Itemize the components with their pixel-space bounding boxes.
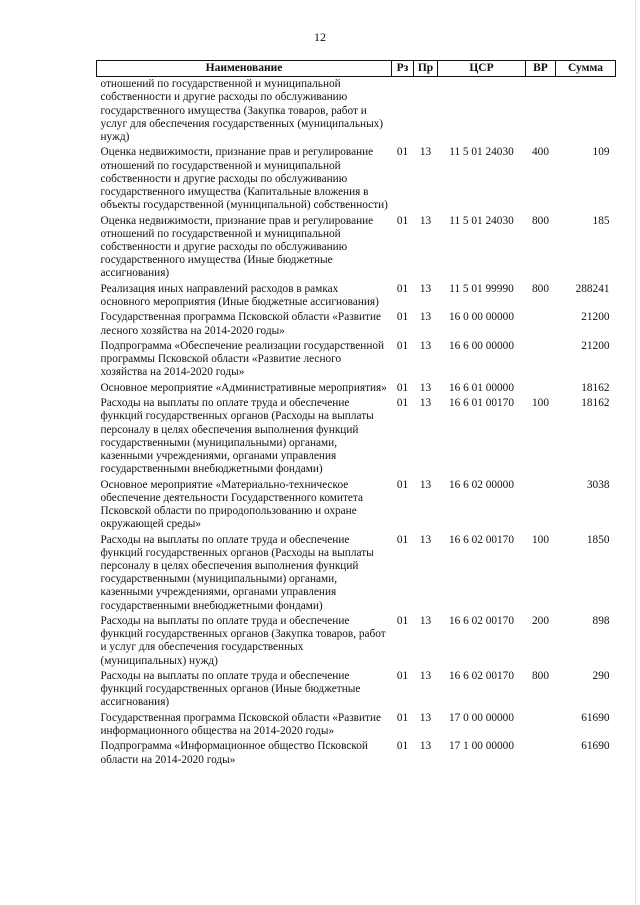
cell-pr: 13	[419, 381, 432, 394]
cell-csr: 16 6 02 00000	[449, 478, 514, 491]
cell-sum: 18162	[581, 381, 610, 394]
cell-name: Подпрограмма «Информационное общество Псковской области на 2014-2020 годы»	[100, 740, 368, 766]
table-row	[97, 670, 616, 712]
cell-pr: 13	[419, 311, 432, 324]
cell-vr	[526, 740, 556, 769]
header-rz: Рз	[392, 61, 414, 77]
cell-name: Подпрограмма «Обеспечение реализации государственной программы Псковской области «Развитие лесного хозяйства на 2014-2020 годы»	[100, 340, 385, 379]
cell-sum: 61690	[581, 740, 610, 753]
cell-csr: 16 6 00 00000	[449, 340, 514, 352]
table-row	[97, 340, 616, 382]
table-header	[97, 61, 616, 77]
cell-csr: 16 6 02 00170	[449, 533, 514, 546]
header-pr: Пр	[414, 61, 438, 77]
cell-rz	[392, 77, 414, 147]
cell-vr	[526, 712, 556, 741]
cell-sum: 21200	[581, 311, 610, 324]
cell-pr: 13	[419, 740, 432, 753]
cell-pr: 13	[419, 146, 432, 159]
cell-name: отношений по государственной и муниципальной собственности и другие расходы по обслуживанию государственного имущества (Закупка товаров, работ и услуг для обеспечения государственных (муниципальных) нужд)	[100, 78, 384, 144]
cell-vr: 400	[532, 146, 549, 159]
cell-name: Оценка недвижимости, признание прав и регулирование отношений по государственной и муниципальной собственности и другие расходы по обслуживанию государственного имущества (Капитальные вложения в объекты государственной (муниципальной) собственности)	[100, 146, 388, 212]
cell-rz: 01	[396, 533, 409, 546]
cell-rz: 01	[396, 711, 409, 724]
cell-rz: 01	[396, 615, 409, 627]
cell-sum: 18162	[581, 397, 610, 410]
cell-csr: 17 0 00 00000	[449, 711, 514, 724]
cell-rz: 01	[396, 214, 409, 227]
cell-rz: 01	[396, 478, 409, 491]
cell-name: Государственная программа Псковской области «Развитие лесного хозяйства на 2014-2020 годы»	[100, 311, 382, 337]
cell-vr: 100	[532, 397, 549, 410]
cell-name: Расходы на выплаты по оплате труда и обеспечение функций государственных органов (Расходы на выплаты персоналу в целях обеспечения выполнения функций государственными (муниципальными) органами, казенными учреждениями, органами управления государственными внебюджетными фондами)	[100, 397, 374, 476]
cell-rz: 01	[396, 146, 409, 159]
table-row	[97, 534, 616, 615]
cell-name: Основное мероприятие «Материально-техническое обеспечение деятельности Государственного комитета Псковской области по природопользованию и охране окружающей среды»	[100, 478, 364, 531]
table-row	[97, 77, 616, 147]
cell-pr	[414, 77, 438, 147]
table-row	[97, 397, 616, 478]
cell-sum: 185	[592, 214, 610, 227]
cell-pr: 13	[419, 533, 432, 546]
cell-csr: 11 5 01 24030	[449, 214, 514, 227]
header-sum: Сумма	[556, 61, 616, 77]
cell-sum: 290	[592, 670, 610, 682]
cell-name: Расходы на выплаты по оплате труда и обеспечение функций государственных органов (Расходы на выплаты персоналу в целях обеспечения выполнения функций государственными (муниципальными) органами, казенными учреждениями, органами управления государственными внебюджетными фондами)	[100, 533, 374, 612]
cell-vr: 800	[532, 282, 549, 295]
cell-sum	[556, 77, 616, 147]
cell-sum: 1850	[586, 533, 610, 546]
table-row	[97, 479, 616, 534]
cell-rz: 01	[396, 340, 409, 352]
cell-vr: 800	[532, 214, 549, 227]
cell-rz: 01	[396, 311, 409, 324]
cell-rz: 01	[396, 381, 409, 394]
cell-vr: 800	[532, 670, 549, 682]
table-row	[97, 712, 616, 741]
table-row	[97, 146, 616, 214]
header-csr: ЦСР	[438, 61, 526, 77]
table-row	[97, 283, 616, 312]
cell-csr: 16 6 01 00170	[449, 397, 514, 410]
table-row	[97, 311, 616, 340]
table-row	[97, 740, 616, 769]
cell-sum: 109	[592, 146, 610, 159]
header-vr: ВР	[526, 61, 556, 77]
cell-pr: 13	[419, 282, 432, 295]
cell-csr: 16 0 00 00000	[449, 311, 514, 324]
table-body	[97, 77, 616, 769]
cell-name: Расходы на выплаты по оплате труда и обеспечение функций государственных органов (Закупка товаров, работ и услуг для обеспечения государственных (муниципальных) нужд)	[100, 615, 386, 667]
cell-rz: 01	[396, 740, 409, 753]
cell-vr: 100	[532, 533, 549, 546]
cell-pr: 13	[419, 340, 432, 352]
cell-vr: 200	[532, 615, 549, 627]
cell-sum: 898	[592, 615, 610, 627]
cell-vr	[526, 311, 556, 340]
cell-name: Реализация иных направлений расходов в рамках основного мероприятия (Иные бюджетные ассигнования)	[100, 282, 379, 309]
cell-sum: 21200	[581, 340, 610, 352]
cell-pr: 13	[419, 214, 432, 227]
table-row	[97, 215, 616, 283]
cell-vr	[526, 340, 556, 382]
cell-pr: 13	[419, 711, 432, 724]
cell-name: Государственная программа Псковской области «Развитие информационного общества на 2014-2020 годы»	[100, 711, 382, 737]
cell-rz: 01	[396, 670, 409, 682]
table-row	[97, 382, 616, 397]
cell-pr: 13	[419, 478, 432, 491]
page-number: 12	[314, 30, 326, 44]
cell-sum: 288241	[575, 282, 610, 295]
cell-vr	[526, 382, 556, 397]
header-row	[97, 61, 616, 77]
cell-csr: 16 6 02 00170	[449, 670, 514, 682]
cell-sum: 3038	[586, 478, 610, 491]
cell-pr: 13	[419, 670, 432, 682]
cell-pr: 13	[419, 397, 432, 410]
header-name: Наименование	[97, 61, 392, 77]
cell-vr	[526, 479, 556, 534]
table-row	[97, 615, 616, 670]
cell-rz: 01	[396, 397, 409, 410]
cell-sum: 61690	[581, 711, 610, 724]
cell-csr: 11 5 01 99990	[449, 282, 514, 295]
cell-csr: 17 1 00 00000	[449, 740, 514, 753]
scan-edge-line	[635, 0, 636, 905]
cell-rz: 01	[396, 282, 409, 295]
cell-name: Оценка недвижимости, признание прав и регулирование отношений по государственной и муниципальной собственности и другие расходы по обслуживанию государственного имущества (Иные бюджетные ассигнования)	[100, 214, 374, 280]
cell-csr: 16 6 02 00170	[449, 615, 514, 627]
cell-csr: 11 5 01 24030	[449, 146, 514, 159]
cell-vr	[526, 77, 556, 147]
cell-name: Основное мероприятие «Административные мероприятия»	[100, 381, 387, 394]
budget-table	[96, 60, 616, 769]
cell-pr: 13	[419, 615, 432, 627]
cell-csr: 16 6 01 00000	[449, 381, 514, 394]
cell-csr	[438, 77, 526, 147]
cell-name: Расходы на выплаты по оплате труда и обеспечение функций государственных органов (Иные бюджетные ассигнования)	[100, 670, 361, 709]
